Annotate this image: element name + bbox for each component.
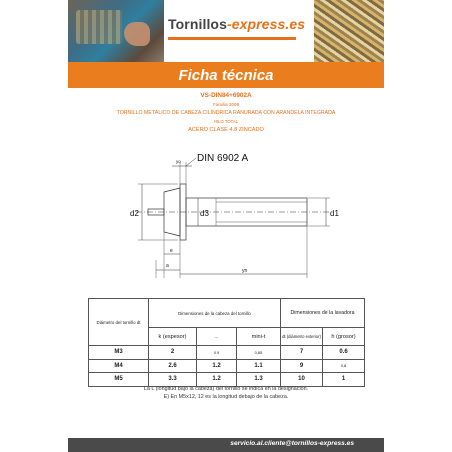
subheader-mini: mini-t — [237, 328, 281, 346]
product-description: TORNILLO METÁLICO DE CABEZA CILÍNDRICA RANURADA CON ARANDELA INTEGRADA — [116, 110, 336, 117]
col-header-diameter: Diámetro del tornillo dt — [89, 299, 149, 346]
page-title: Ficha técnica — [178, 66, 274, 84]
label-d2: d2 — [130, 209, 139, 218]
cell-d: 10 — [281, 373, 323, 387]
header-hero — [68, 0, 384, 62]
label-d1: d1 — [330, 209, 339, 218]
label-a: a — [166, 263, 169, 269]
brand-name — [168, 16, 305, 32]
cell-d: 9 — [281, 359, 323, 373]
cell-size: M5 — [89, 373, 149, 387]
brand-name-part2: -express.es — [226, 16, 306, 32]
cell-dash: 1.2 — [197, 373, 237, 387]
cell-mini: 1.1 — [237, 359, 281, 373]
brand-logo — [164, 0, 314, 62]
cell-d: 7 — [281, 346, 323, 360]
subheader-d: dt (diámetro exterior) — [281, 328, 323, 346]
table-header-row — [89, 299, 365, 328]
subheader-h: h (grosor) — [323, 328, 365, 346]
cell-mini: 1.3 — [237, 373, 281, 387]
cell-mini: 0,85 — [237, 346, 281, 360]
product-family: Familia 3099 — [212, 101, 240, 107]
cell-h: 1 — [323, 373, 365, 387]
cell-dash: 1.2 — [197, 359, 237, 373]
cell-h: 0,8 — [323, 359, 365, 373]
label-d3: d3 — [200, 209, 209, 218]
cell-k: 2 — [149, 346, 197, 360]
label-yn: yn — [242, 268, 248, 274]
label-e: e — [170, 248, 173, 254]
cell-k: 2.6 — [149, 359, 197, 373]
technical-drawing — [68, 150, 384, 290]
cell-size: M4 — [89, 359, 149, 373]
cell-h: 0.6 — [323, 346, 365, 360]
table-row — [89, 373, 365, 387]
brand-name-part1: Tornillos — [168, 16, 227, 32]
datasheet-page — [68, 0, 384, 452]
subheader-dash: --- — [197, 328, 237, 346]
length-note — [68, 385, 384, 401]
subheader-k: k (espesor) — [149, 328, 197, 346]
table-row — [89, 346, 365, 360]
workshop-photo — [68, 0, 164, 62]
footer-email: servicio.al.cliente@tornillos-express.es — [230, 440, 354, 447]
product-info — [68, 92, 384, 135]
hand-illustration — [124, 22, 150, 46]
dimensions-table — [88, 298, 365, 387]
note-line-1: La L (longitud bajo la cabeza) del tornillo se indica en la designación. — [143, 386, 309, 392]
cell-k: 3.3 — [149, 373, 197, 387]
product-material: ACERO CLASE 4.8 ZINCADO — [188, 127, 264, 134]
footer-bar — [68, 438, 384, 452]
product-code: VS-DIN84+6902A — [200, 92, 252, 99]
col-header-screw-head: Dimensiones de la cabeza del tornillo — [149, 299, 281, 328]
col-header-washer: Dimensiones de la lavadora — [281, 299, 365, 328]
note-line-2: E) En M5x12, 12 es la longitud debajo de la cabeza. — [163, 394, 289, 400]
standard-leader — [186, 158, 196, 166]
title-banner — [68, 62, 384, 88]
cell-size: M3 — [89, 346, 149, 360]
table-row — [89, 359, 365, 373]
brand-underline — [168, 37, 296, 40]
standard-label: DIN 6902 A — [197, 153, 249, 164]
product-thread: HILO TOTAL — [214, 118, 238, 124]
label-yo: yo — [176, 159, 181, 164]
cell-dash: 0.9 — [197, 346, 237, 360]
screws-photo — [314, 0, 384, 62]
toolbox-illustration — [76, 10, 122, 44]
